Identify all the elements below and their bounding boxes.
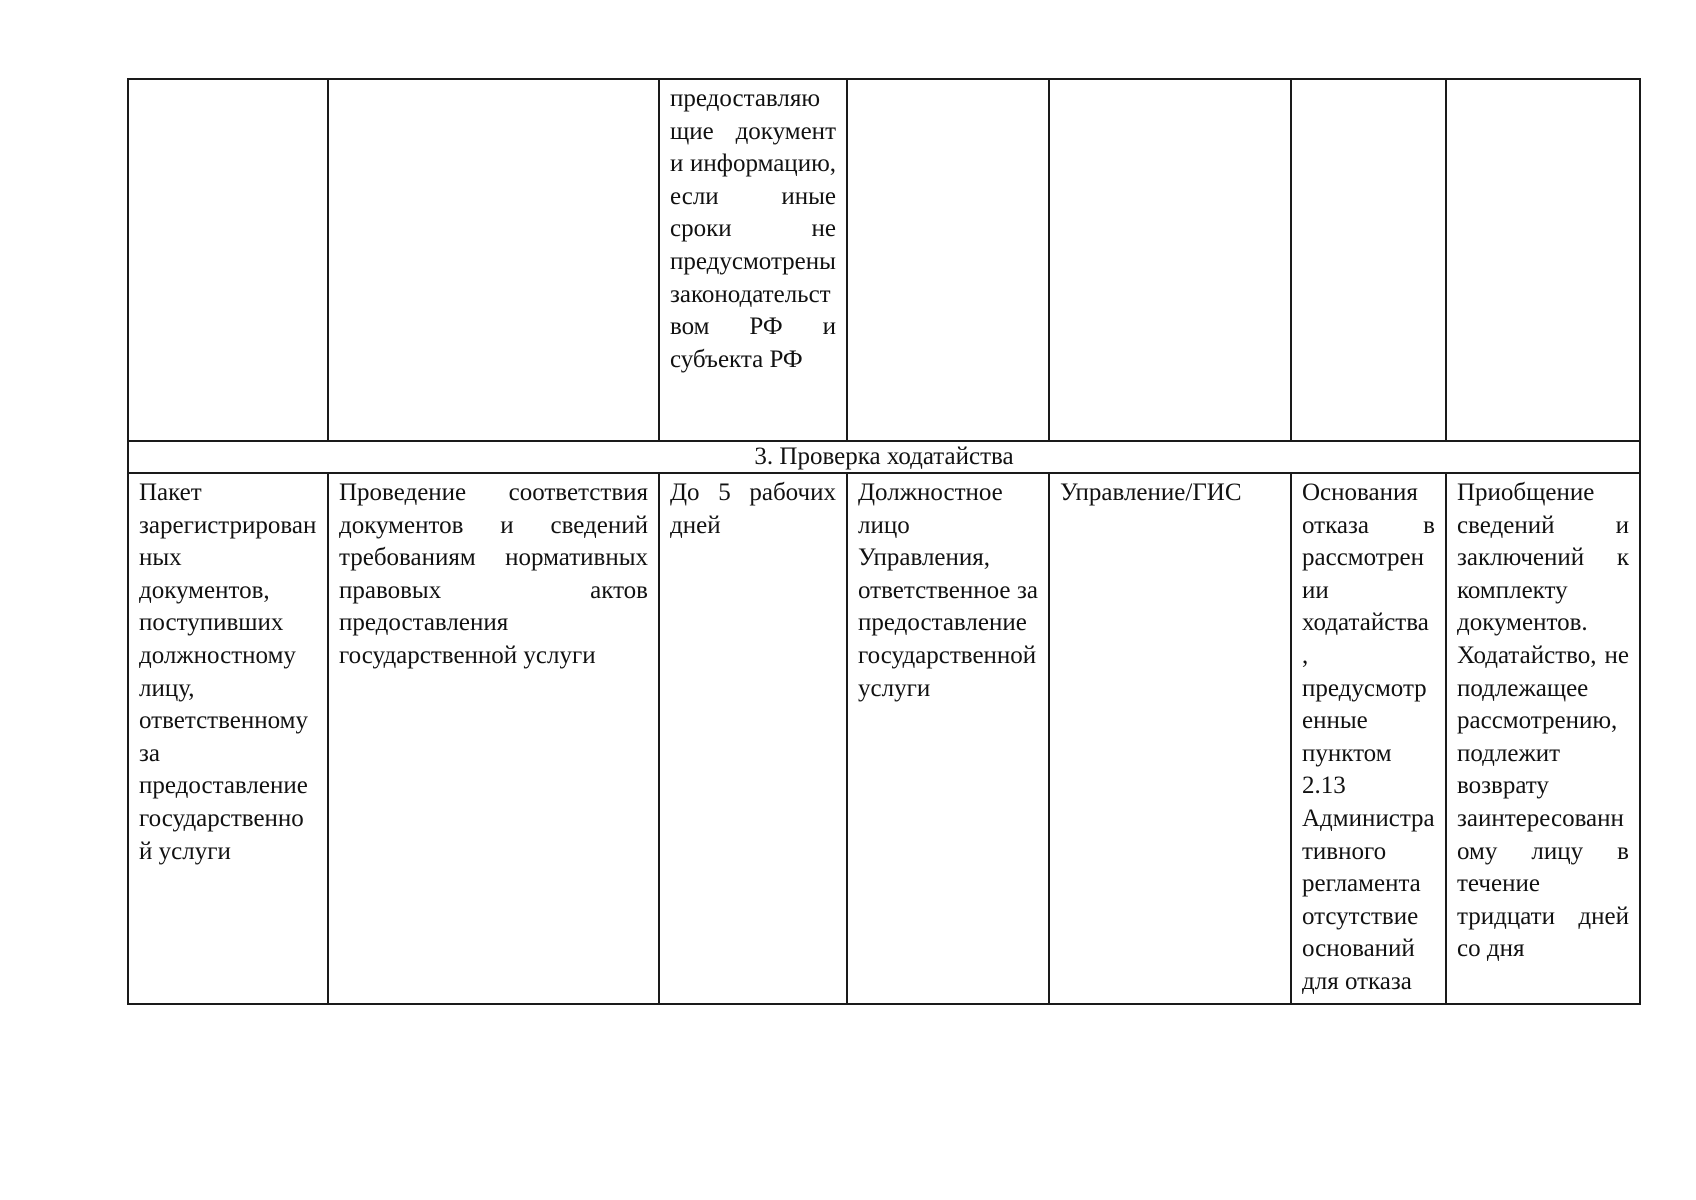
deadline-continuation-cell: предоставляющие документ и информацию, если иные сроки не предусмотрены законодательством РФ и субъекта РФ <box>659 79 847 441</box>
table-cell <box>1049 79 1291 441</box>
deadline-cell: До 5 рабочих дней <box>659 473 847 1004</box>
table-cell <box>847 79 1049 441</box>
decision-criteria-cell: Основания отказа в рассмотрении ходатайства, предусмотренные пунктом 2.13 Административного регламента отсутствие оснований для отказа <box>1291 473 1446 1004</box>
table-cell <box>328 79 659 441</box>
table-cell <box>128 79 328 441</box>
table-row-continuation <box>128 79 1640 441</box>
result-cell: Приобщение сведений и заключений к комплекту документов. Ходатайство, не подлежащее рассмотрению, подлежит возврату заинтересованному лицу в течение тридцати дней со дня <box>1446 473 1640 1004</box>
table-cell <box>1291 79 1446 441</box>
table-cell <box>1446 79 1640 441</box>
place-of-execution-cell: Управление/ГИС <box>1049 473 1291 1004</box>
table-section-row <box>128 441 1640 473</box>
section-title: 3. Проверка ходатайства <box>128 441 1640 473</box>
table-row-check-petition <box>128 473 1640 1004</box>
action-content-cell: Проведение соответствия документов и сведений требованиям нормативных правовых актов предоставления государственной услуги <box>328 473 659 1004</box>
responsible-official-cell: Должностное лицо Управления, ответственное за предоставление государственной услуги <box>847 473 1049 1004</box>
basis-cell: Пакет зарегистрированных документов, поступивших должностному лицу, ответственному за предоставление государственной услуги <box>128 473 328 1004</box>
procedure-table <box>127 78 1641 1005</box>
